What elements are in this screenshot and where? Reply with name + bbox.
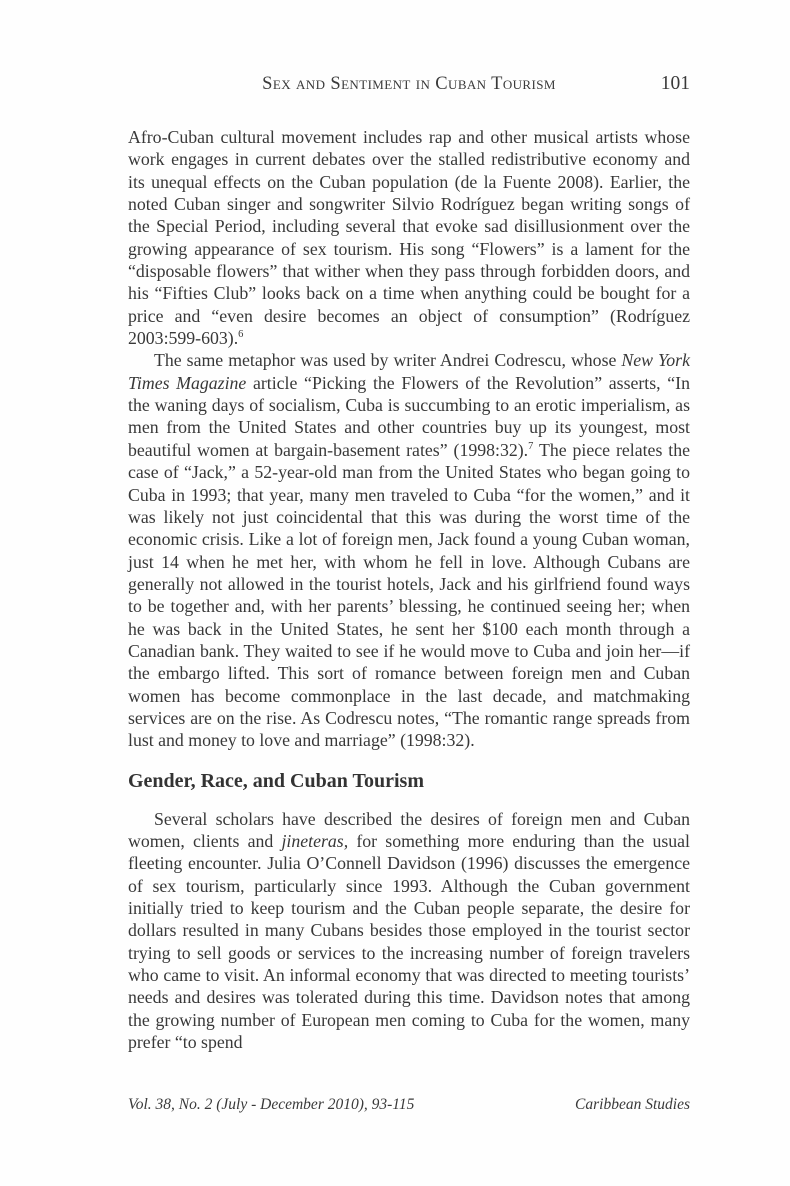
page-footer xyxy=(128,1096,690,1114)
text-run: article “Picking the Flowers of the Revolution” asserts, “In the waning days of socialism, Cuba is succumbing to an erotic imperialism, as men from the United States and other countries buy up its youngest, most beautiful women at bargain-basement rates” (1998:32). xyxy=(128,372,690,460)
text-run: The piece relates the case of “Jack,” a 52-year-old man from the United States who began going to Cuba in 1993; that year, many men traveled to Cuba “for the women,” and it was likely not just coincidental that this was during the worst time of the economic crisis. Like a lot of foreign men, Jack found a young Cuban woman, just 14 when he met her, with whom he fell in love. Although Cubans are generally not allowed in the tourist hotels, Jack and his girlfriend found ways to be together and, with her parents’ blessing, he continued seeing her; when he was back in the United States, he sent her $100 each month through a Canadian bank. They waited to see if he would move to Cuba and join her—if the embargo lifted. This sort of romance between foreign men and Cuban women has become commonplace in the last decade, and matchmaking services are on the rise. As Codrescu notes, “The romantic range spreads from lust and money to love and marriage” (1998:32). xyxy=(128,439,691,751)
text-run: Several scholars have described the desires of foreign men and Cuban women, clients and xyxy=(128,808,690,851)
article-body xyxy=(128,126,690,1053)
italic-text: New York Times Magazine xyxy=(128,350,690,393)
italic-text: jineteras, xyxy=(281,830,349,851)
running-head xyxy=(128,74,690,95)
page-number: 101 xyxy=(660,73,690,94)
paragraph xyxy=(128,808,690,1054)
footer-journal-name: Caribbean Studies xyxy=(575,1096,690,1113)
running-head-title: Sex and Sentiment in Cuban Tourism xyxy=(262,74,556,94)
text-run: for something more enduring than the usual fleeting encounter. Julia O’Connell Davidson (1996) discusses the emergence of sex tourism, particularly since 1993. Although the Cuban government initially tried to keep tourism and the Cuban people separate, the desire for dollars resulted in many Cubans besides those employed in the tourist sector trying to sell goods or services to the increasing number of foreign travelers who came to visit. An informal economy that was directed to meeting tourists’ needs and desires was tolerated during this time. Davidson notes that among the growing number of European men coming to Cuba for the women, many prefer “to spend xyxy=(128,830,690,1053)
footer-volume-info: Vol. 38, No. 2 (July - December 2010), 93-115 xyxy=(128,1096,415,1113)
paragraph xyxy=(128,126,690,349)
text-run: The same metaphor was used by writer Andrei Codrescu, whose xyxy=(154,350,622,371)
text-run: Afro-Cuban cultural movement includes rap and other musical artists whose work engages in current debates over the stalled redistributive economy and its unequal effects on the Cuban population (de la Fuente 2008). Earlier, the noted Cuban singer and songwriter Silvio Rodríguez began writing songs of the Special Period, including several that evoke sad disillusionment over the growing appearance of sex tourism. His song “Flowers” is a lament for the “disposable flowers” that wither when they pass through forbidden doors, and his “Fifties Club” looks back on a time when anything could be bought for a price and “even desire becomes an object of consumption” (Rodríguez 2003:599-603). xyxy=(128,127,690,349)
footnote-ref: 6 xyxy=(238,329,244,341)
section-heading: Gender, Race, and Cuban Tourism xyxy=(128,769,424,792)
footnote-ref: 7 xyxy=(528,440,534,452)
paragraph xyxy=(128,349,690,751)
